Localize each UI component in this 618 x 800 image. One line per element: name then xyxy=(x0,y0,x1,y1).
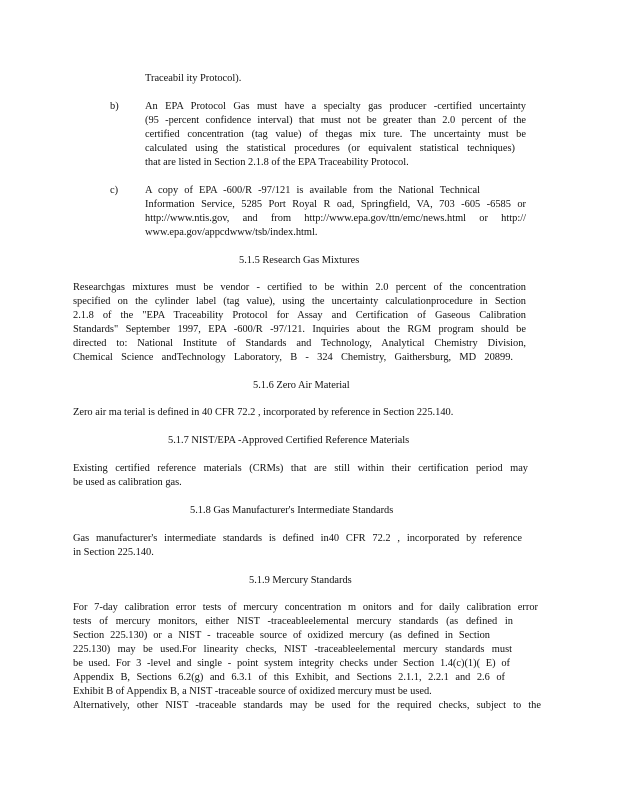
paragraph-line: For 7-day calibration error tests of mercury concentration m onitors and for daily calibration error xyxy=(73,602,538,613)
list-item-c-line: www.epa.gov/appcdwww/tsb/index.html. xyxy=(145,227,318,238)
paragraph-line: be used. For 3 -level and single - point system integrity checks under Section 1.4(c)(1)( E) of xyxy=(73,658,510,669)
paragraph-line: Standards" September 1997, EPA -600/R -97/121. Inquiries about the RGM program should be xyxy=(73,324,526,335)
paragraph-line: directed to: National Institute of Standards and Technology, Analytical Chemistry Division, xyxy=(73,338,526,349)
list-label-c: c) xyxy=(110,185,119,196)
list-item-b-line: An EPA Protocol Gas must have a specialty gas producer -certified uncertainty xyxy=(145,101,526,112)
section-heading-5-1-5: 5.1.5 Research Gas Mixtures xyxy=(239,255,360,266)
paragraph-line: 225.130) may be used.For linearity checks, NIST -traceableelemental mercury standards must xyxy=(73,644,512,655)
list-item-b-line: calculated using the statistical procedures (or equivalent statistical techniques) xyxy=(145,143,515,154)
section-heading-5-1-9: 5.1.9 Mercury Standards xyxy=(249,575,352,586)
paragraph-line: Existing certified reference materials (CRMs) that are still within their certification period may xyxy=(73,463,528,474)
paragraph-line: Exhibit B of Appendix B, a NIST -traceable source of oxidized mercury must be used. xyxy=(73,686,432,697)
paragraph-line: Appendix B, Sections 6.2(g) and 6.3.1 of this Exhibit, and Sections 2.1.1, 2.2.1 and 2.6 of xyxy=(73,672,505,683)
paragraph-line: 2.1.8 of the "EPA Traceability Protocol for Assay and Certification of Gaseous Calibration xyxy=(73,310,526,321)
paragraph-line: specified on the cylinder label (tag value), using the uncertainty calculationprocedure in Section xyxy=(73,296,526,307)
paragraph-line: Gas manufacturer's intermediate standards is defined in40 CFR 72.2 , incorporated by reference xyxy=(73,533,522,544)
list-item-c-line: Information Service, 5285 Port Royal R oad, Springfield, VA, 703 -605 -6585 or xyxy=(145,199,526,210)
section-heading-5-1-8: 5.1.8 Gas Manufacturer's Intermediate Standards xyxy=(190,505,394,516)
paragraph-line: Section 225.130) or a NIST - traceable source of oxidized mercury (as defined in Section xyxy=(73,630,490,641)
list-item-c-line: A copy of EPA -600/R -97/121 is available from the National Technical xyxy=(145,185,480,196)
list-item-b-line: (95 -percent confidence interval) that must not be greater than 2.0 percent of the xyxy=(145,115,526,126)
paragraph-line: Alternatively, other NIST -traceable standards may be used for the required checks, subject to the xyxy=(73,700,541,711)
paragraph-line: tests of mercury monitors, either NIST -traceableelemental mercury standards (as defined in xyxy=(73,616,513,627)
section-heading-5-1-7: 5.1.7 NIST/EPA -Approved Certified Reference Materials xyxy=(168,435,410,446)
list-item-b-line: that are listed in Section 2.1.8 of the EPA Traceability Protocol. xyxy=(145,157,409,168)
paragraph-line: Chemical Science andTechnology Laboratory, B - 324 Chemistry, Gaithersburg, MD 20899. xyxy=(73,352,513,363)
list-item-b-line: certified concentration (tag value) of thegas mix ture. The uncertainty must be xyxy=(145,129,526,140)
paragraph-line: be used as calibration gas. xyxy=(73,477,182,488)
paragraph-line: Researchgas mixtures must be vendor - certified to be within 2.0 percent of the concentration xyxy=(73,282,526,293)
paragraph-line: Zero air ma terial is defined in 40 CFR 72.2 , incorporated by reference in Section 225.140. xyxy=(73,407,454,418)
list-label-b: b) xyxy=(110,101,119,112)
list-item-c-line: http://www.ntis.gov, and from http://www.epa.gov/ttn/emc/news.html or http:// xyxy=(145,213,526,224)
section-heading-5-1-6: 5.1.6 Zero Air Material xyxy=(253,380,350,391)
paragraph-line: in Section 225.140. xyxy=(73,547,154,558)
paragraph-line: Traceabil ity Protocol). xyxy=(145,73,242,84)
